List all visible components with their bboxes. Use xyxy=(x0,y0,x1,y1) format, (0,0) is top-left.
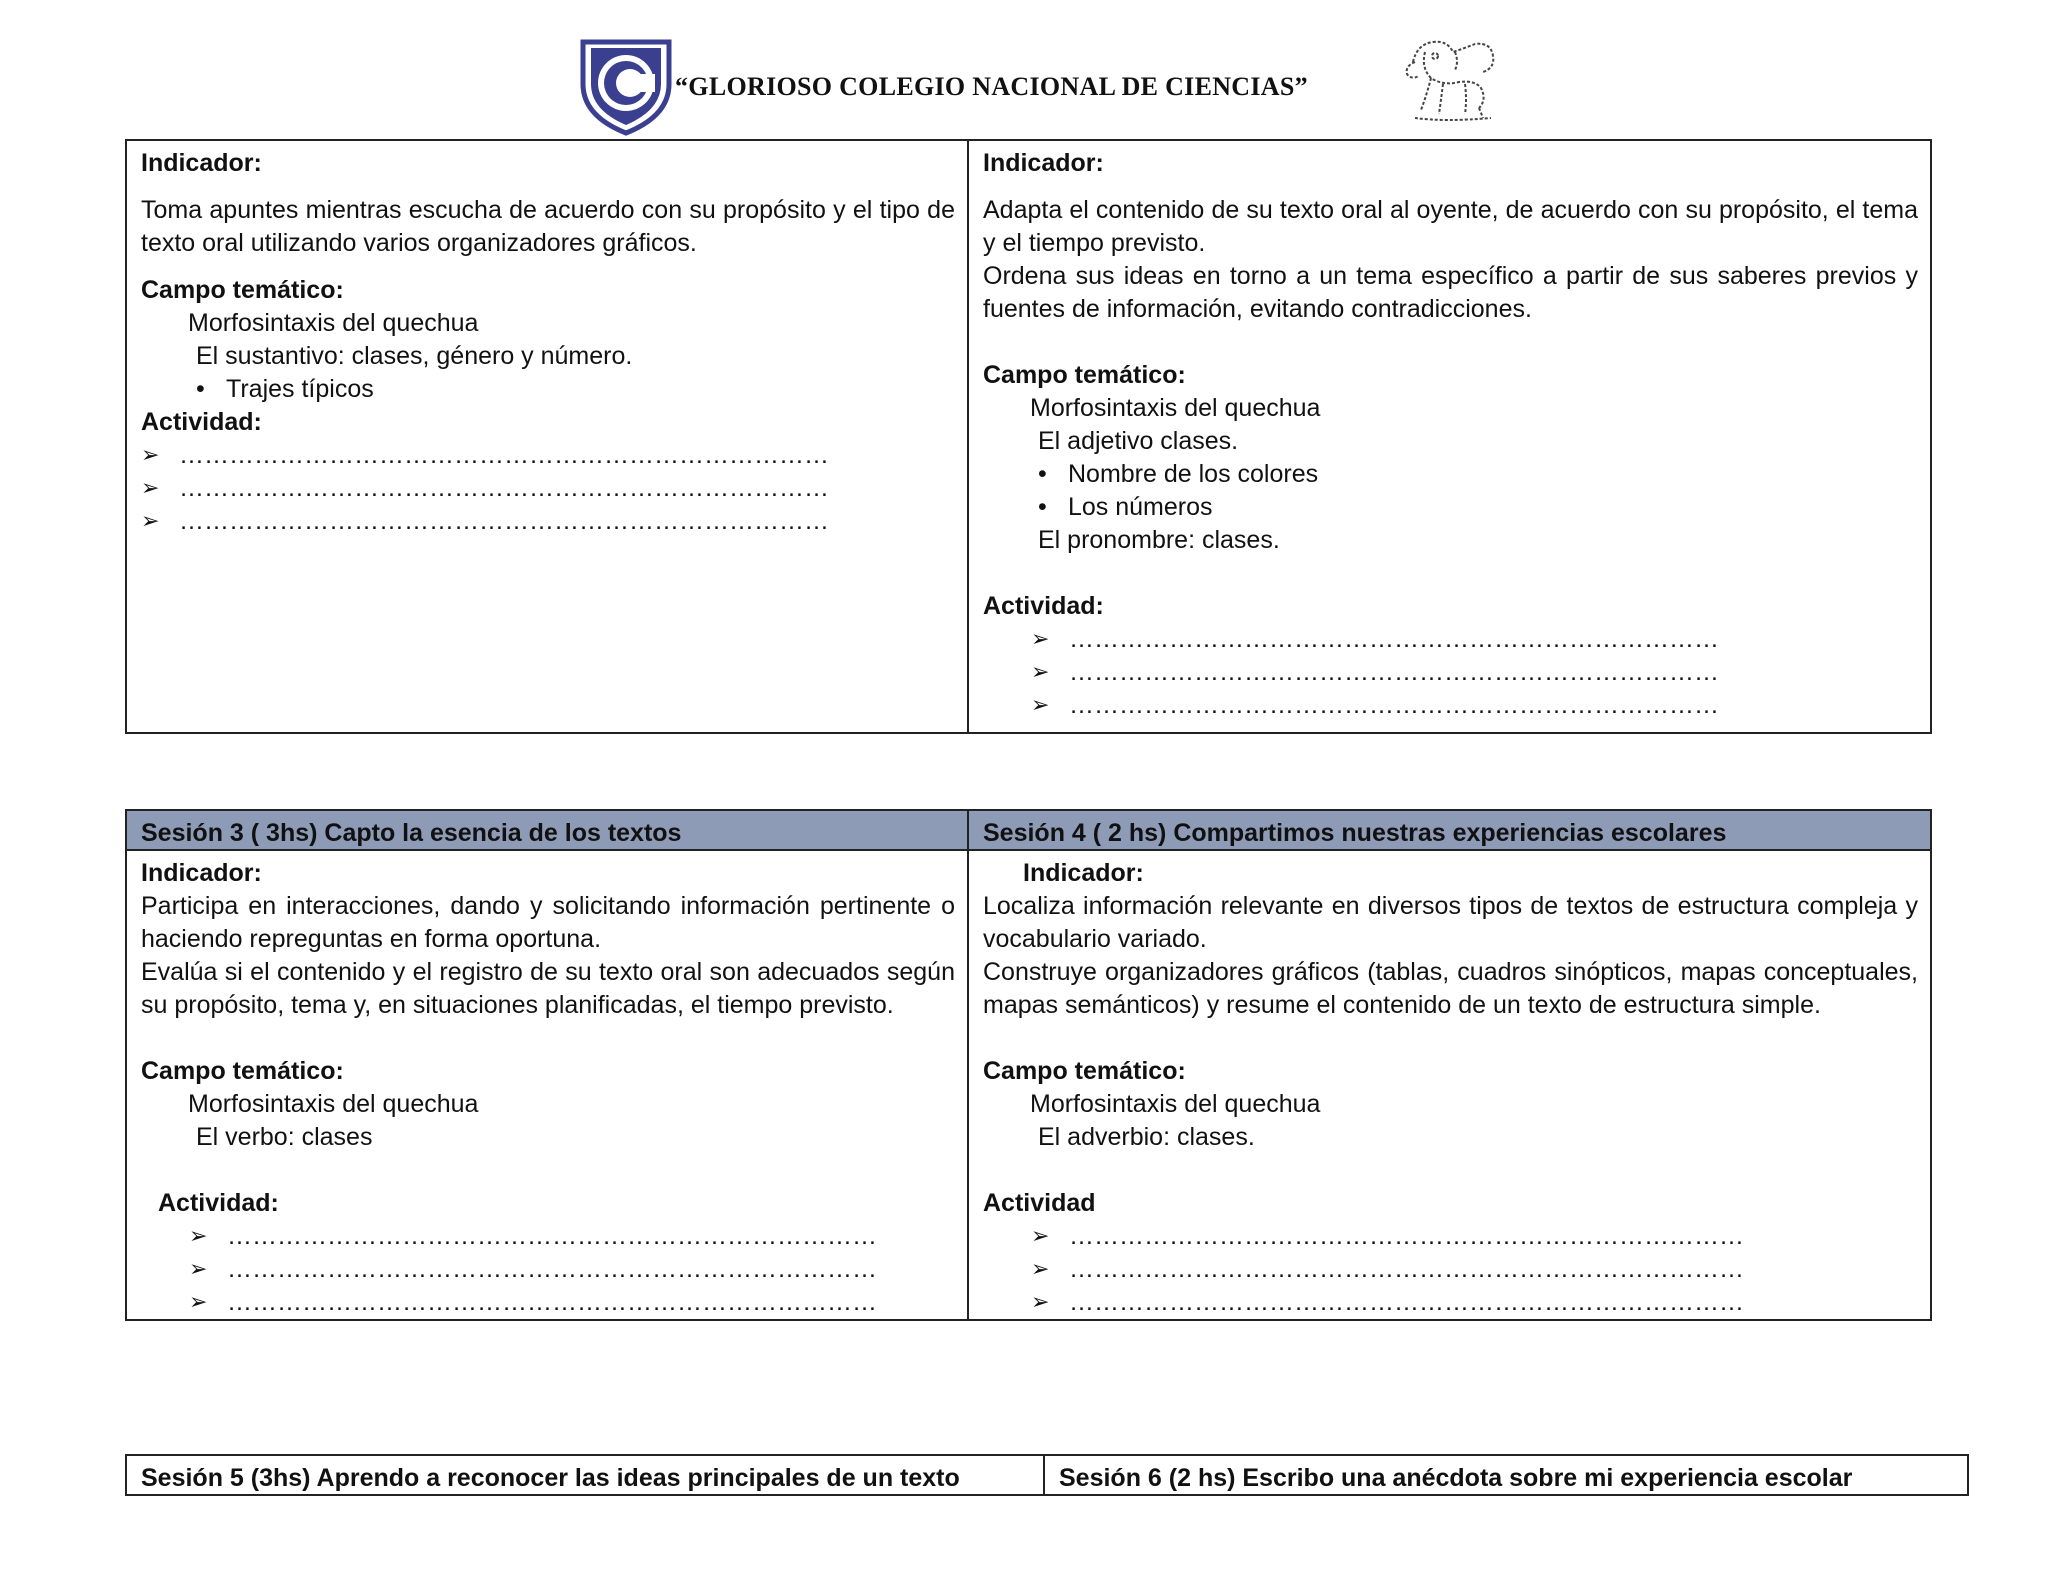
activity-item: ➢ …………………………………………………………………… xyxy=(189,1220,955,1253)
activity-item: ➢ …………………………………………………………………… xyxy=(1031,623,1918,656)
campo-line: El sustantivo: clases, género y número. xyxy=(196,342,633,370)
campo-label: Campo temático: xyxy=(983,361,1186,389)
activity-item: ➢ …………………………………………………………………… xyxy=(141,472,955,505)
activity-item: ➢ …………………………………………………………………… xyxy=(1031,656,1918,689)
school-title: “GLORIOSO COLEGIO NACIONAL DE CIENCIAS” xyxy=(675,72,1308,101)
topic-bullet: • Nombre de los colores xyxy=(1038,458,1918,491)
activity-item: ➢ …………………………………………………………………… xyxy=(141,439,955,472)
activity-item: ➢ ……………………………………………………………………… xyxy=(1031,1220,1918,1253)
session-4-cell xyxy=(968,850,1931,1320)
session-6-title: Sesión 6 (2 hs) Escribo una anécdota sobre mi experiencia escolar xyxy=(1044,1455,1968,1495)
activity-item: ➢ ……………………………………………………………………… xyxy=(1031,1253,1918,1286)
campo-label: Campo temático: xyxy=(141,1057,344,1085)
campo-line: Morfosintaxis del quechua xyxy=(188,309,479,337)
activity-list xyxy=(141,1220,955,1319)
session-3-cell xyxy=(126,850,968,1320)
actividad-label: Actividad: xyxy=(158,1189,279,1217)
topic-bullet-list xyxy=(983,458,1918,524)
indicador-label: Indicador: xyxy=(983,149,1104,177)
session-4-title: Sesión 4 ( 2 hs) Compartimos nuestras experiencias escolares xyxy=(968,810,1931,850)
indicador-text: Localiza información relevante en diversos tipos de textos de estructura compleja y vocabulario variado. xyxy=(983,892,1918,953)
topic-bullet: • Trajes típicos xyxy=(196,373,955,406)
campo-label: Campo temático: xyxy=(983,1057,1186,1085)
activity-list xyxy=(141,439,955,538)
campo-label: Campo temático: xyxy=(141,276,344,304)
logo-letter: C xyxy=(625,93,627,94)
campo-line: El verbo: clases xyxy=(196,1123,373,1151)
indicador-text: Evalúa si el contenido y el registro de su texto oral son adecuados según su propósito, tema y, en situaciones planificadas, el tiempo previsto. xyxy=(141,958,955,1019)
activity-item: ➢ …………………………………………………………………… xyxy=(189,1286,955,1319)
activity-item: ➢ …………………………………………………………………… xyxy=(141,505,955,538)
activity-item: ➢ …………………………………………………………………… xyxy=(189,1253,955,1286)
indicador-label: Indicador: xyxy=(141,859,262,887)
actividad-label: Actividad: xyxy=(983,592,1104,620)
session-table-5-6 xyxy=(125,1454,1969,1496)
campo-line: El adjetivo clases. xyxy=(1038,427,1239,455)
indicador-text: Construye organizadores gráficos (tablas, cuadros sinópticos, mapas conceptuales, mapas semánticos) y resume el contenido de un texto de estructura simple. xyxy=(983,958,1918,1019)
animal-sketch-logo-icon xyxy=(1395,22,1505,132)
session-table-3-4 xyxy=(125,809,1932,1321)
indicador-text: Ordena sus ideas en torno a un tema específico a partir de sus saberes previos y fuentes de información, evitando contradicciones. xyxy=(983,262,1918,323)
document-header xyxy=(0,0,2048,140)
activity-list xyxy=(983,1220,1918,1319)
campo-line: El adverbio: clases. xyxy=(1038,1123,1255,1151)
indicador-text: Participa en interacciones, dando y solicitando información pertinente o haciendo repreguntas en forma oportuna. xyxy=(141,892,955,953)
session-3-title: Sesión 3 ( 3hs) Capto la esencia de los textos xyxy=(126,810,968,850)
topic-bullet-list xyxy=(141,373,955,406)
block1-left-cell xyxy=(126,140,968,733)
indicador-text: Adapta el contenido de su texto oral al oyente, de acuerdo con su propósito, el tema y el tiempo previsto. xyxy=(983,196,1918,257)
indicador-text: Toma apuntes mientras escucha de acuerdo con su propósito y el tipo de texto oral utilizando varios organizadores gráficos. xyxy=(141,196,955,257)
session-5-title: Sesión 5 (3hs) Aprendo a reconocer las ideas principales de un texto xyxy=(126,1455,1044,1495)
topic-bullet: • Los números xyxy=(1038,491,1918,524)
indicators-table-1 xyxy=(125,139,1932,734)
campo-line: Morfosintaxis del quechua xyxy=(1030,1090,1321,1118)
actividad-label: Actividad xyxy=(983,1189,1096,1217)
activity-item: ➢ ……………………………………………………………………… xyxy=(1031,1286,1918,1319)
campo-line: Morfosintaxis del quechua xyxy=(1030,394,1321,422)
campo-line: El pronombre: clases. xyxy=(1038,526,1280,554)
indicador-label: Indicador: xyxy=(1023,859,1144,887)
activity-item: ➢ …………………………………………………………………… xyxy=(1031,689,1918,722)
shield-logo-icon xyxy=(577,36,675,136)
campo-line: Morfosintaxis del quechua xyxy=(188,1090,479,1118)
block1-right-cell xyxy=(968,140,1931,733)
indicador-label: Indicador: xyxy=(141,149,262,177)
actividad-label: Actividad: xyxy=(141,408,262,436)
activity-list xyxy=(983,623,1918,722)
